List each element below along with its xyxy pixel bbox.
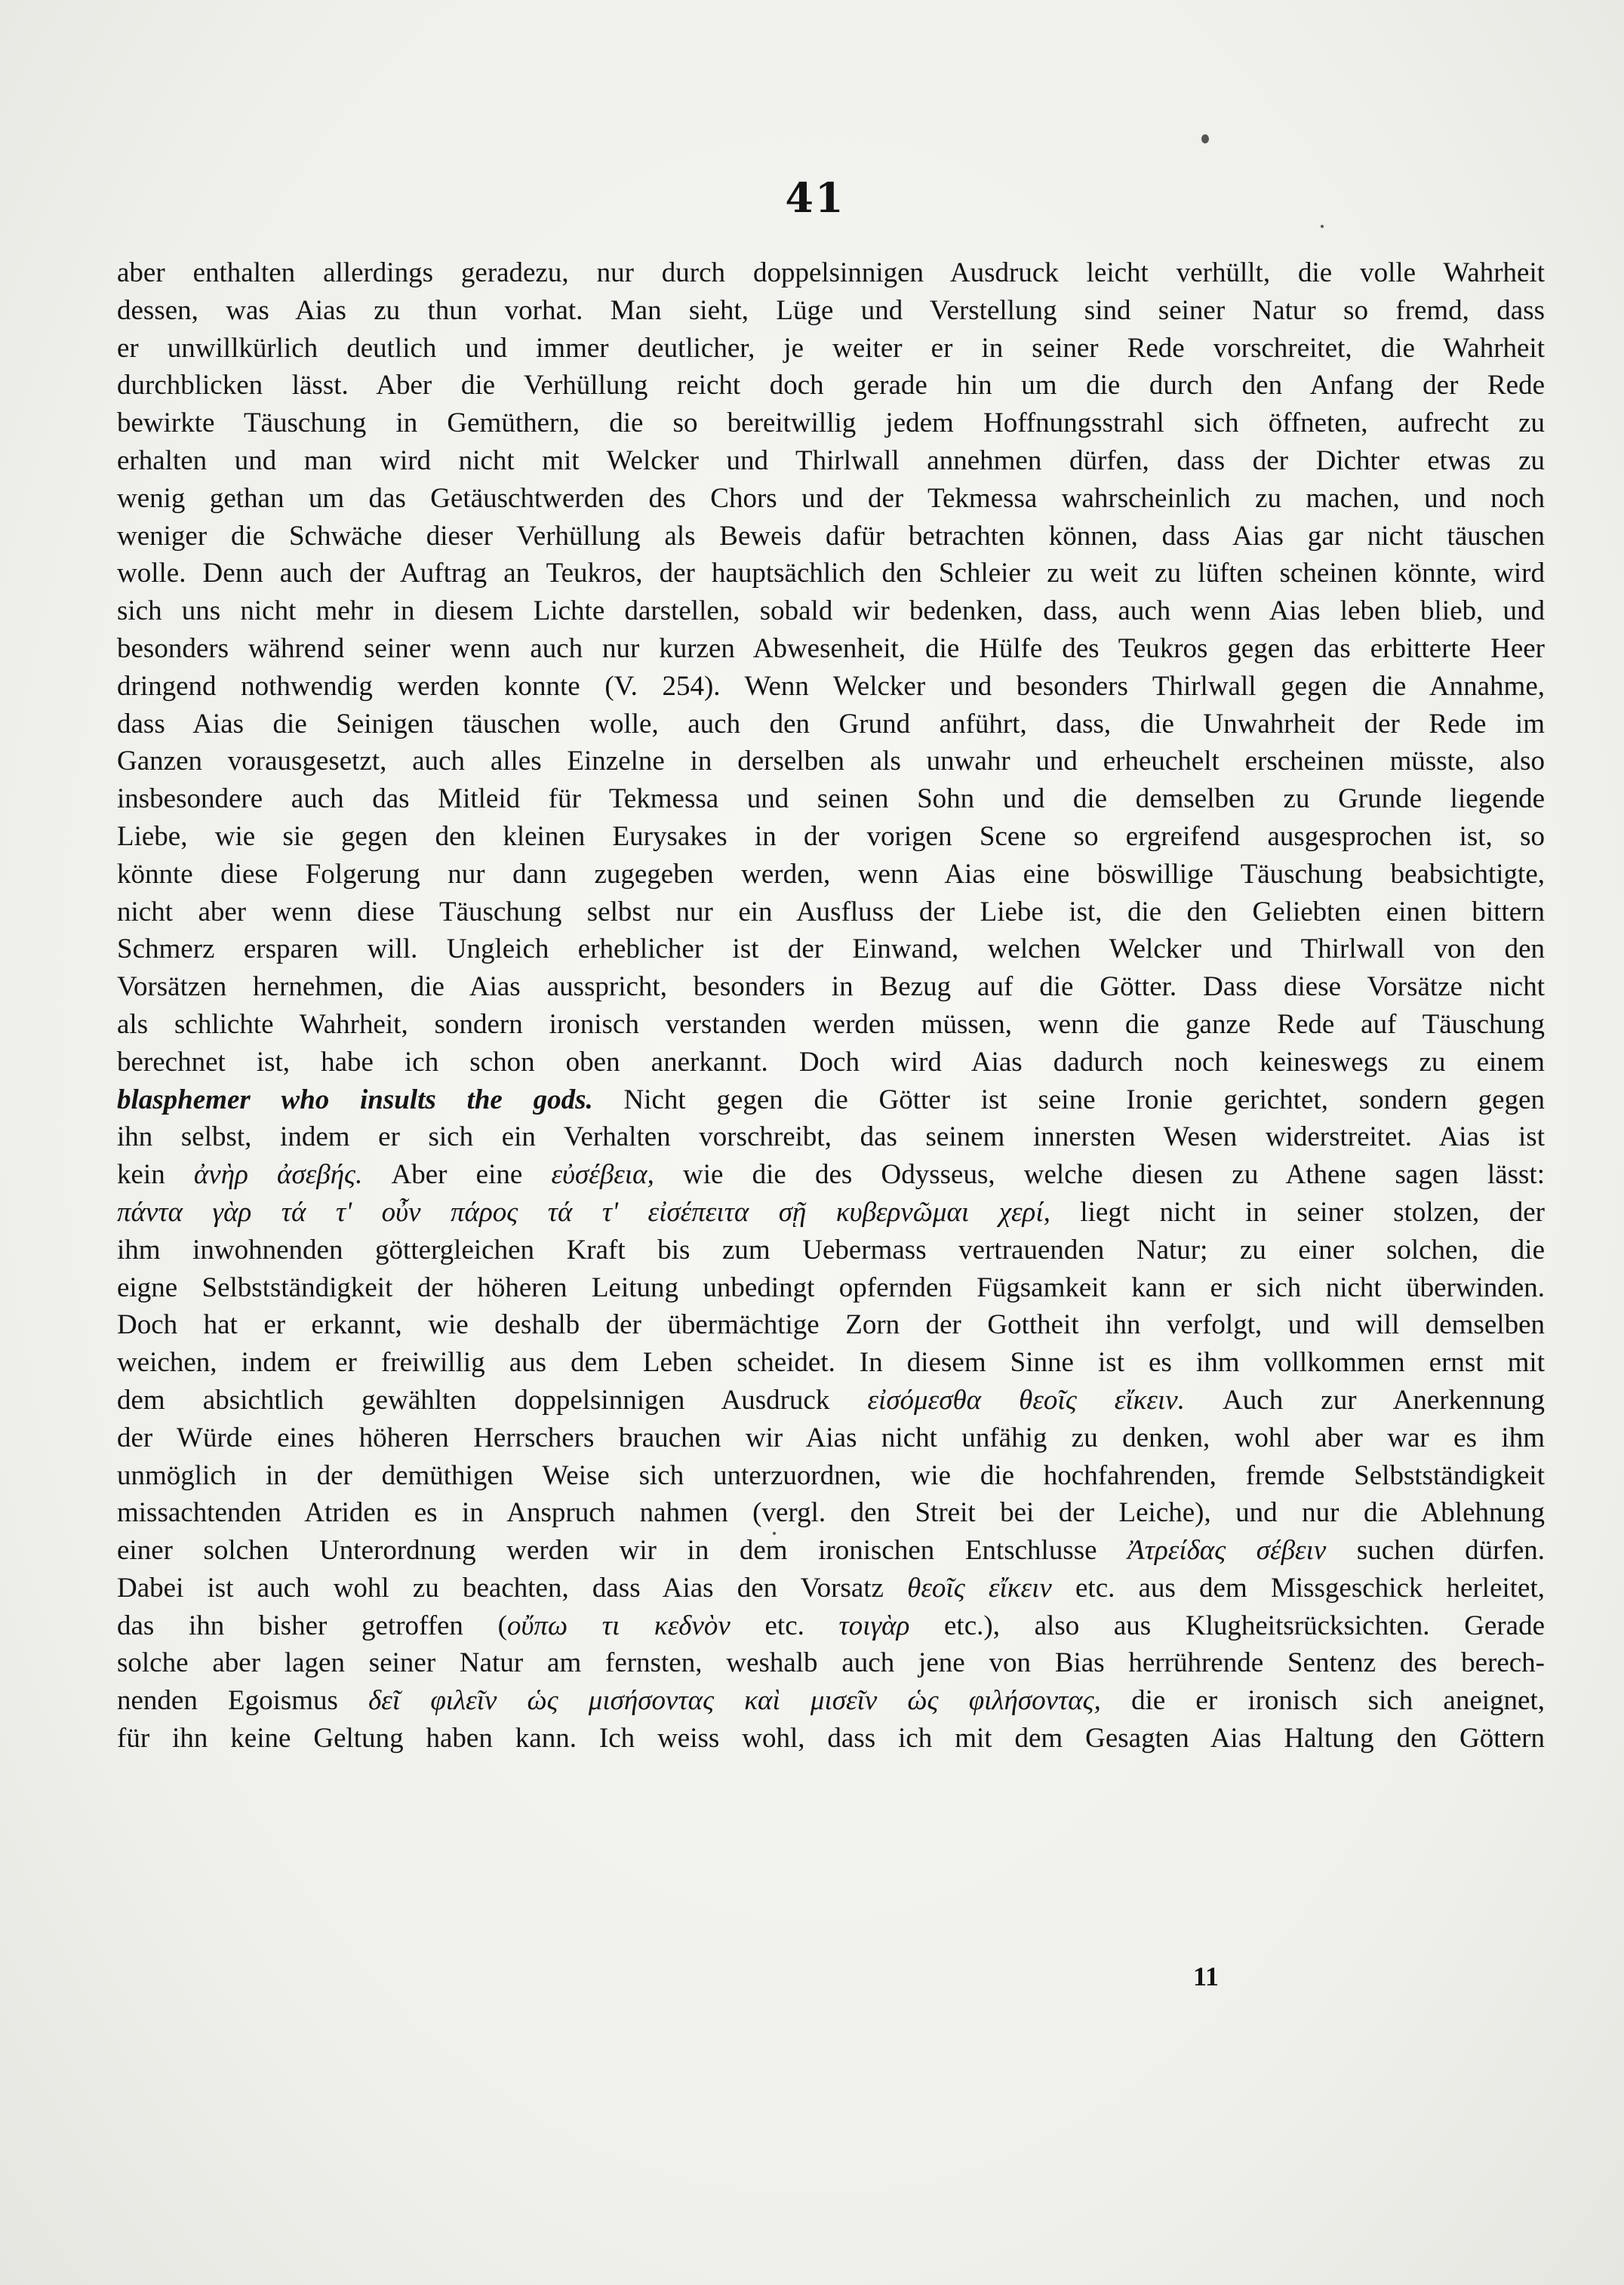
- text-line: [117, 1682, 1545, 1720]
- text-run: insbesondere auch das Mitleid für Tekmessa und seinen Sohn und die demselben zu Grunde liegende: [117, 783, 1545, 815]
- text-run: liegt nicht in seiner stolzen, der: [1050, 1196, 1545, 1228]
- text-run: nenden Egoismus: [117, 1685, 369, 1717]
- emphasis-run: θεοῖς εἴκειν: [907, 1572, 1052, 1604]
- text-line: [117, 1194, 1545, 1232]
- text-run: aber enthalten allerdings geradezu, nur durch doppelsinnigen Ausdruck leicht verhüllt, die volle Wahrheit: [117, 257, 1545, 288]
- text-run: berechnet ist, habe ich schon oben anerkannt. Doch wird Aias dadurch noch keineswegs zu einem: [117, 1046, 1545, 1078]
- text-line: [117, 818, 1545, 856]
- text-run: für ihn keine Geltung haben kann. Ich weiss wohl, dass ich mit dem Gesagten Aias Haltung den Göttern: [117, 1723, 1545, 1754]
- text-line: [117, 968, 1545, 1006]
- text-run: wolle. Denn auch der Auftrag an Teukros, der hauptsächlich den Schleier zu weit zu lüften scheinen könnte, wird: [117, 558, 1545, 589]
- text-run: die er ironisch sich aneignet,: [1100, 1685, 1545, 1717]
- emphasis-run: τοιγὰρ: [838, 1610, 910, 1641]
- text-line: [117, 1232, 1545, 1269]
- text-run: kein: [117, 1159, 194, 1191]
- text-run: etc.: [730, 1610, 839, 1641]
- text-run: ihm inwohnenden göttergleichen Kraft bis zum Uebermass vertrauenden Natur; zu einer solchen, die: [117, 1234, 1545, 1266]
- text-run: dessen, was Aias zu thun vorhat. Man sieht, Lüge und Verstellung sind seiner Natur so fremd, dass: [117, 294, 1545, 326]
- emphasis-run: πάντα γὰρ τά τ' οὖν πάρος τά τ' εἰσέπειτα σῇ κυβερνῶμαι χερί,: [117, 1196, 1050, 1228]
- text-run: einer solchen Unterordnung werden wir in dem ironischen Entschlusse: [117, 1535, 1128, 1567]
- text-run: sich uns nicht mehr in diesem Lichte darstellen, sobald wir bedenken, dass, auch wenn Aias leben blieb, und: [117, 595, 1545, 627]
- text-line: [117, 480, 1545, 518]
- text-line: [117, 330, 1545, 368]
- text-run: erhalten und man wird nicht mit Welcker und Thirlwall annehmen dürfen, dass der Dichter etwas zu: [117, 444, 1545, 476]
- text-run: dem absichtlich gewählten doppelsinnigen Ausdruck: [117, 1384, 868, 1416]
- text-line: [117, 630, 1545, 668]
- text-line: [117, 1156, 1545, 1194]
- text-run: Dabei ist auch wohl zu beachten, dass Aias den Vorsatz: [117, 1572, 908, 1604]
- text-line: [117, 1570, 1545, 1607]
- text-run: solche aber lagen seiner Natur am fernsten, weshalb auch jene von Bias herrührende Sentenz des berech-: [117, 1647, 1545, 1679]
- text-run: Liebe, wie sie gegen den kleinen Eurysakes in der vorigen Scene so ergreifend ausgesprochen ist, so: [117, 820, 1545, 852]
- body-text: [117, 254, 1545, 1758]
- text-run: missachtenden Atriden es in Anspruch nahmen (vergl. den Streit bei der Leiche), und nur die Ablehnung: [117, 1497, 1545, 1529]
- scan-speck: [1321, 225, 1324, 228]
- text-run: Doch hat er erkannt, wie deshalb der übermächtige Zorn der Gottheit ihn verfolgt, und will demselben: [117, 1309, 1545, 1341]
- text-line: [117, 1081, 1545, 1119]
- text-run: wie die des Odysseus, welche diesen zu Athene sagen lässt:: [654, 1159, 1545, 1191]
- text-run: könnte diese Folgerung nur dann zugegeben werden, wenn Aias eine böswillige Täuschung beabsichtigte,: [117, 858, 1545, 890]
- text-run: Auch zur Anerkennung: [1184, 1384, 1545, 1416]
- text-line: [117, 1006, 1545, 1044]
- text-run: Nicht gegen die Götter ist seine Ironie gerichtet, sondern gegen: [592, 1084, 1545, 1115]
- text-run: Ganzen vorausgesetzt, auch alles Einzelne in derselben als unwahr und erheuchelt erscheinen müsste, also: [117, 746, 1545, 777]
- emphasis-run: δεῖ φιλεῖν ὡς μισήσοντας καὶ μισεῖν ὡς φιλήσοντας,: [368, 1685, 1101, 1717]
- text-run: er unwillkürlich deutlich und immer deutlicher, je weiter er in seiner Rede vorschreitet, die Wahrheit: [117, 332, 1545, 364]
- text-run: ihn selbst, indem er sich ein Verhalten vorschreibt, das seinem innersten Wesen widerstreitet. Aias ist: [117, 1121, 1545, 1153]
- text-run: Schmerz ersparen will. Ungleich erheblicher ist der Einwand, welchen Welcker und Thirlwall von den: [117, 933, 1545, 965]
- text-line: [117, 1607, 1545, 1645]
- text-run: weniger die Schwäche dieser Verhüllung als Beweis dafür betrachten können, dass Aias gar nicht täuschen: [117, 520, 1545, 552]
- text-run: etc.), also aus Klugheitsrücksichten. Gerade: [909, 1610, 1545, 1641]
- text-line: [117, 292, 1545, 330]
- text-line: [117, 1306, 1545, 1344]
- text-line: [117, 1532, 1545, 1570]
- scan-speck: [1201, 134, 1209, 143]
- emphasis-run: εὐσέβεια,: [551, 1159, 654, 1191]
- text-run: Vorsätzen hernehmen, die Aias ausspricht, besonders in Bezug auf die Götter. Dass diese Vorsätze nicht: [117, 971, 1545, 1003]
- text-line: [117, 743, 1545, 780]
- text-run: Aber eine: [362, 1159, 552, 1191]
- signature-mark: 11: [1192, 1961, 1219, 1991]
- text-run: etc. aus dem Missgeschick herleitet,: [1051, 1572, 1545, 1604]
- text-line: [117, 254, 1545, 292]
- text-line: [117, 780, 1545, 818]
- page-number: 41: [785, 174, 845, 222]
- emphasis-run: Ἀτρείδας σέβειν: [1127, 1535, 1327, 1567]
- text-line: [117, 1344, 1545, 1382]
- text-line: [117, 1269, 1545, 1307]
- text-line: [117, 706, 1545, 743]
- text-run: der Würde eines höheren Herrschers brauchen wir Aias nicht unfähig zu denken, wohl aber war es ihm: [117, 1422, 1545, 1453]
- text-run: weichen, indem er freiwillig aus dem Leben scheidet. In diesem Sinne ist es ihm vollkommen ernst mit: [117, 1347, 1545, 1379]
- text-line: [117, 1044, 1545, 1081]
- text-line: [117, 1720, 1545, 1758]
- text-line: [117, 1644, 1545, 1682]
- text-line: [117, 1457, 1545, 1495]
- emphasis-run: blasphemer who insults the gods.: [117, 1084, 593, 1115]
- text-line: [117, 1382, 1545, 1419]
- text-line: [117, 668, 1545, 706]
- text-line: [117, 1419, 1545, 1457]
- text-run: das ihn bisher getroffen (: [117, 1610, 507, 1641]
- text-line: [117, 930, 1545, 968]
- text-run: bewirkte Täuschung in Gemüthern, die so bereitwillig jedem Hoffnungsstrahl sich öffneten, aufrecht zu: [117, 407, 1545, 439]
- text-run: durchblicken lässt. Aber die Verhüllung reicht doch gerade hin um die durch den Anfang der Rede: [117, 370, 1545, 401]
- text-run: dass Aias die Seinigen täuschen wolle, auch den Grund anführt, dass, die Unwahrheit der Rede im: [117, 708, 1545, 740]
- text-run: wenig gethan um das Getäuschtwerden des Chors und der Tekmessa wahrscheinlich zu machen, und noch: [117, 482, 1545, 514]
- emphasis-run: ἀνὴρ ἀσεβής.: [193, 1159, 363, 1191]
- text-line: [117, 367, 1545, 404]
- text-run: besonders während seiner wenn auch nur kurzen Abwesenheit, die Hülfe des Teukros gegen das erbitterte Heer: [117, 632, 1545, 664]
- text-run: nicht aber wenn diese Täuschung selbst nur ein Ausfluss der Liebe ist, die den Geliebten einen bittern: [117, 896, 1545, 927]
- scan-speck: [773, 1532, 776, 1535]
- text-line: [117, 592, 1545, 630]
- text-line: [117, 555, 1545, 592]
- text-line: [117, 442, 1545, 480]
- emphasis-run: οὔπω τι κεδνὸν: [506, 1610, 730, 1641]
- text-run: dringend nothwendig werden konnte (V. 254). Wenn Welcker und besonders Thirlwall gegen die Annahme,: [117, 670, 1545, 702]
- text-line: [117, 1118, 1545, 1156]
- text-line: [117, 518, 1545, 555]
- text-run: eigne Selbstständigkeit der höheren Leitung unbedingt opfernden Fügsamkeit kann er sich nicht überwinden.: [117, 1272, 1545, 1303]
- text-line: [117, 404, 1545, 442]
- text-run: als schlichte Wahrheit, sondern ironisch verstanden werden müssen, wenn die ganze Rede auf Täuschung: [117, 1008, 1545, 1040]
- text-line: [117, 1494, 1545, 1532]
- text-run: unmöglich in der demüthigen Weise sich unterzuordnen, wie die hochfahrenden, fremde Selbstständigkeit: [117, 1459, 1545, 1491]
- text-line: [117, 856, 1545, 893]
- text-run: suchen dürfen.: [1326, 1535, 1545, 1567]
- emphasis-run: εἰσόμεσθα θεοῖς εἴκειν.: [867, 1384, 1185, 1416]
- text-line: [117, 893, 1545, 931]
